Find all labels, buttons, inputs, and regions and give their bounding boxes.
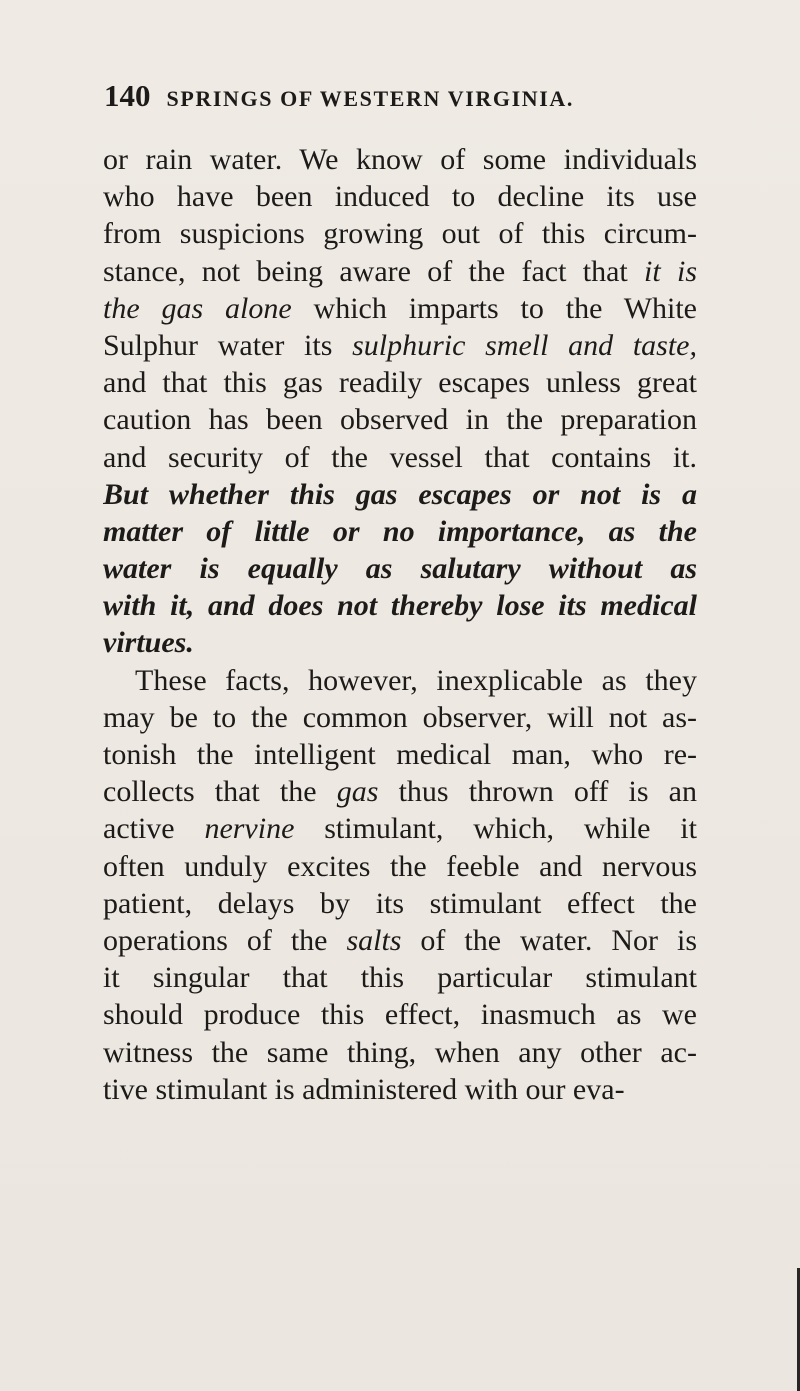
text-line-23: it singular that this particular stimulant bbox=[103, 961, 697, 995]
text-line-5: the gas alone which imparts to the White bbox=[103, 291, 697, 325]
running-title: SPRINGS OF WESTERN VIRGINIA. bbox=[166, 86, 574, 111]
text-line-17: tonish the intelligent medical man, who re- bbox=[103, 738, 697, 771]
text-line-6: Sulphur water its sulphuric smell and taste, bbox=[103, 328, 697, 362]
text-line-8: caution has been observed in the preparation bbox=[103, 403, 697, 437]
text-line-15: These facts, however, inexplicable as they bbox=[135, 663, 697, 697]
text-line-24: should produce this effect, inasmuch as we bbox=[103, 998, 697, 1032]
text-line-3: from suspicions growing out of this circum- bbox=[103, 217, 697, 251]
text-line-22: operations of the salts of the water. Nor is bbox=[103, 923, 697, 957]
text-line-2: who have been induced to decline its use bbox=[103, 180, 697, 214]
text-line-11: matter of little or no importance, as the bbox=[103, 514, 697, 548]
running-head bbox=[104, 78, 694, 118]
text-line-1: or rain water. We know of some individuals bbox=[103, 143, 697, 176]
body-text bbox=[103, 141, 697, 1108]
text-line-4: stance, not being aware of the fact that it is bbox=[103, 254, 697, 288]
text-line-26: tive stimulant is administered with our eva- bbox=[103, 1072, 625, 1106]
text-line-16: may be to the common observer, will not as- bbox=[103, 700, 697, 734]
text-line-13: with it, and does not thereby lose its medical bbox=[103, 589, 697, 623]
page-number: 140 bbox=[104, 78, 151, 113]
text-line-14: virtues. bbox=[103, 626, 194, 660]
text-line-18: collects that the gas thus thrown off is an bbox=[103, 775, 697, 809]
text-line-9: and security of the vessel that contains it. bbox=[103, 440, 697, 474]
text-line-25: witness the same thing, when any other ac- bbox=[103, 1035, 697, 1069]
text-line-10: But whether this gas escapes or not is a bbox=[103, 477, 697, 511]
text-line-20: often unduly excites the feeble and nervous bbox=[103, 849, 697, 883]
text-line-19: active nervine stimulant, which, while it bbox=[103, 812, 697, 846]
text-line-12: water is equally as salutary without as bbox=[103, 552, 697, 586]
text-line-21: patient, delays by its stimulant effect the bbox=[103, 886, 697, 920]
text-line-7: and that this gas readily escapes unless great bbox=[103, 366, 697, 400]
